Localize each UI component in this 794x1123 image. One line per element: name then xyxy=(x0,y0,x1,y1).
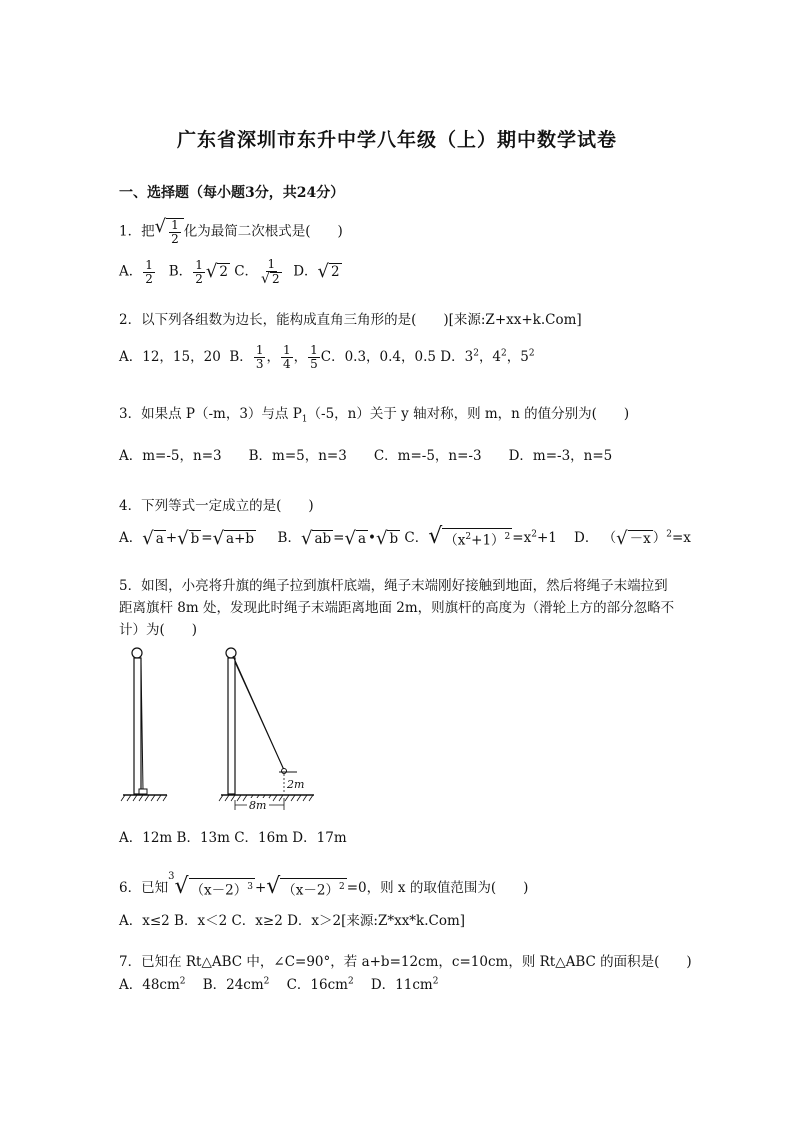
question-1: 1．把 √ $\frac{1}{2}$ 化为最简二次根式是( ) xyxy=(119,216,343,246)
question-5: 5．如图，小亮将升旗的绳子拉到旗杆底端，绳子末端刚好接触到地面，然后将绳子末端拉到距离旗杆 8m 处，发现此时绳子末端距离地面 2m，则旗杆的高度为（滑轮上方的部分忽略不计）为( ) xyxy=(119,578,675,638)
question-2: 2．以下列各组数为边长，能构成直角三角形的是( )[来源:Z+xx+k.Com] xyxy=(119,312,582,328)
label-8m: 8m xyxy=(249,799,267,812)
question-3-options: A．m=-5，n=3 B．m=5，n=3 C．m=-5，n=-3 D．m=-3，n=5 xyxy=(119,448,613,464)
page-title: 广东省深圳市东升中学八年级（上）期中数学试卷 xyxy=(176,129,617,151)
question-4-options: A． √ a + √ b = √ a+b B． √ ab = √ a • √ b C． √ $(x^2+1)^2$ $=x^2+1$ D． （ √ －x ）$^2$=x xyxy=(119,524,691,550)
question-7-options: A．$48cm^2$ B．$24cm^2$ C．$16cm^2$ D．$11cm^2$ xyxy=(119,976,439,993)
question-6: 6．已知$^3$ √ $(x-2)^3$ + √ $(x-2)^2$ =0，则 x 的取值范围为( ) xyxy=(119,870,529,900)
question-7: 7．已知在 Rt△ABC 中，∠C=90°，若 a+b=12cm，c=10cm，则 Rt△ABC 的面积是( ) xyxy=(119,954,692,970)
sqrt-half: √ $\frac{1}{2}$ xyxy=(155,218,184,246)
question-1-options: A． $\frac{1}{2}$ B． $\frac{1}{2}$ √ 2 C． 1 √ 2 D． √ 2 xyxy=(119,257,340,287)
question-3: 3．如果点 P（-m，3）与点 $P_1(-5$，n）关于 y 轴对称，则 m，n 的值分别为( ) xyxy=(119,406,630,425)
question-6-options: A．x≤2 B．x＜2 C．x≥2 D．x＞2[来源:Z*xx*k.Com] xyxy=(119,913,466,929)
flagpole-figure xyxy=(119,640,319,815)
question-2-options: A．12，15，20 B． $\frac{1}{3}$ ， $\frac{1}{4}$ ， $\frac{1}{5}$ C．0.3，0.4，0.5 D．$3^2$，$4^2$，$5^2$ xyxy=(119,343,535,371)
section-title: 一、选择题（每小题3分，共24分） xyxy=(119,185,345,201)
label-2m: 2m xyxy=(287,778,305,791)
question-4: 4．下列等式一定成立的是( ) xyxy=(119,498,314,514)
question-5-options: A．12m B．13m C．16m D．17m xyxy=(119,830,347,846)
